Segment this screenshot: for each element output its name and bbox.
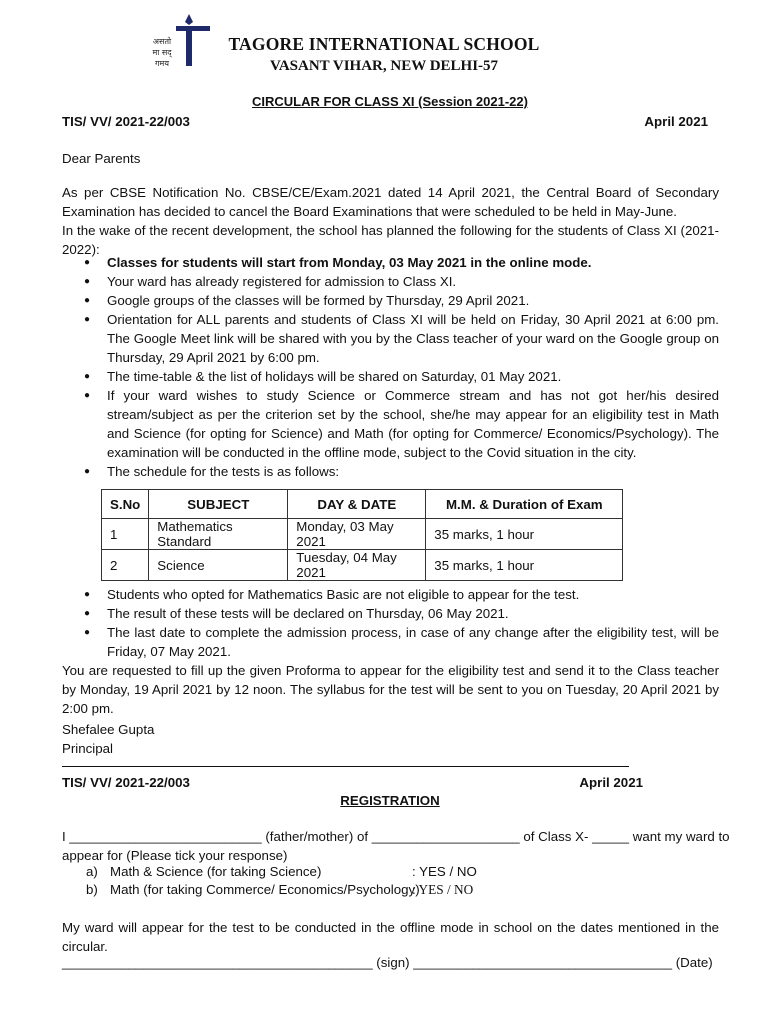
table-header: S.No [102,490,149,519]
circular-title: CIRCULAR FOR CLASS XI (Session 2021-22) [252,94,528,109]
table-header-row [102,490,623,519]
table-header: SUBJECT [149,490,288,519]
option-a-label: a) [86,864,98,879]
list-item: ● Your ward has already registered for admission to Class XI. [62,272,719,291]
list-item: ● Classes for students will start from Monday, 03 May 2021 in the online mode. [62,253,719,272]
registration-date: April 2021 [579,775,643,790]
school-address: VASANT VIHAR, NEW DELHI-57 [269,58,499,74]
table-header: M.M. & Duration of Exam [426,490,623,519]
option-b-label: b) [86,882,98,897]
signatory-name: Shefalee Gupta [62,722,155,737]
list-item: ● The result of these tests will be declared on Thursday, 06 May 2021. [62,604,719,623]
table-row [102,519,623,550]
registration-line-2: appear for (Please tick your response) [62,848,288,863]
list-item: ● Students who opted for Mathematics Basic are not eligible to appear for the test. [62,585,719,604]
table-cell: 35 marks, 1 hour [426,519,623,550]
table-cell: 1 [102,519,149,550]
logo-text-2: मा सद् [152,48,172,57]
schedule-table [101,489,623,581]
table-header: DAY & DATE [288,490,426,519]
closing-paragraph: You are requested to fill up the given Proforma to appear for the eligibility test and send it to the Class teacher by Monday, 19 April 2021 by 12 noon. The syllabus for the test will be sent to you on Tuesday, 20 April 2021 by 2:00 pm. [62,663,719,716]
registration-ref: TIS/ VV/ 2021-22/003 [62,775,190,790]
school-logo [138,14,216,84]
list-item: ● Google groups of the classes will be formed by Thursday, 29 April 2021. [62,291,719,310]
list-item: ● If your ward wishes to study Science or Commerce stream and has not got her/his desired stream/subject as per the criterion set by the school, she/he may appear for an eligibility test in Math and Science (for opting for Science) and Math (for opting for Commerce/ Economics/Psychology). The examination will be conducted in the offline mode, subject to the Covid situation in the city. [62,386,719,462]
intro-paragraph-2: In the wake of the recent development, the school has planned the following for the students of Class XI (2021-2022): [62,223,719,257]
circular-bullets-2 [62,585,719,661]
table-row [102,550,623,581]
table-cell: Monday, 03 May 2021 [288,519,426,550]
signature-line[interactable]: __________________________________________ (sign) ___________________________________ (Date) [62,955,713,970]
registration-title: REGISTRATION [340,793,440,808]
table-cell: Tuesday, 04 May 2021 [288,550,426,581]
option-a-text: Math & Science (for taking Science) [110,864,322,879]
intro-paragraph: As per CBSE Notification No. CBSE/CE/Exam.2021 dated 14 April 2021, the Central Board of Secondary Examination has decided to cancel the Board Examinations that were scheduled to be held in May-June. [62,185,719,219]
option-b-text: Math (for taking Commerce/ Economics/Psychology) [110,882,420,897]
registration-line-1: I __________________________ (father/mother) of ____________________ of Class X- _____ want my ward to [62,829,730,844]
option-b-yes-no[interactable]: : YES / NO [412,882,474,897]
circular-ref: TIS/ VV/ 2021-22/003 [62,114,190,129]
divider [62,766,629,767]
logo-text-3: गमय [155,59,169,68]
salutation: Dear Parents [62,151,141,166]
option-a-yes-no[interactable]: : YES / NO [412,864,477,879]
list-item: ● The time-table & the list of holidays will be shared on Saturday, 01 May 2021. [62,367,719,386]
list-item: ● Orientation for ALL parents and students of Class XI will be held on Friday, 30 April 2021 at 6:00 pm. The Google Meet link will be shared with you by the Class teacher of your ward on the Google group on Thursday, 29 April 2021 by 6:00 pm. [62,310,719,367]
logo-text-1: असतो [152,37,172,46]
circular-bullets [62,253,719,481]
table-cell: Science [149,550,288,581]
table-cell: Mathematics Standard [149,519,288,550]
offline-note: My ward will appear for the test to be conducted in the offline mode in school on the dates mentioned in the circular. [62,920,719,954]
table-cell: 35 marks, 1 hour [426,550,623,581]
list-item: ● The last date to complete the admission process, in case of any change after the eligibility test, will be Friday, 07 May 2021. [62,623,719,661]
list-item: ● The schedule for the tests is as follows: [62,462,719,481]
table-cell: 2 [102,550,149,581]
circular-date: April 2021 [644,114,708,129]
school-name: TAGORE INTERNATIONAL SCHOOL [228,34,540,54]
signatory-title: Principal [62,741,113,756]
